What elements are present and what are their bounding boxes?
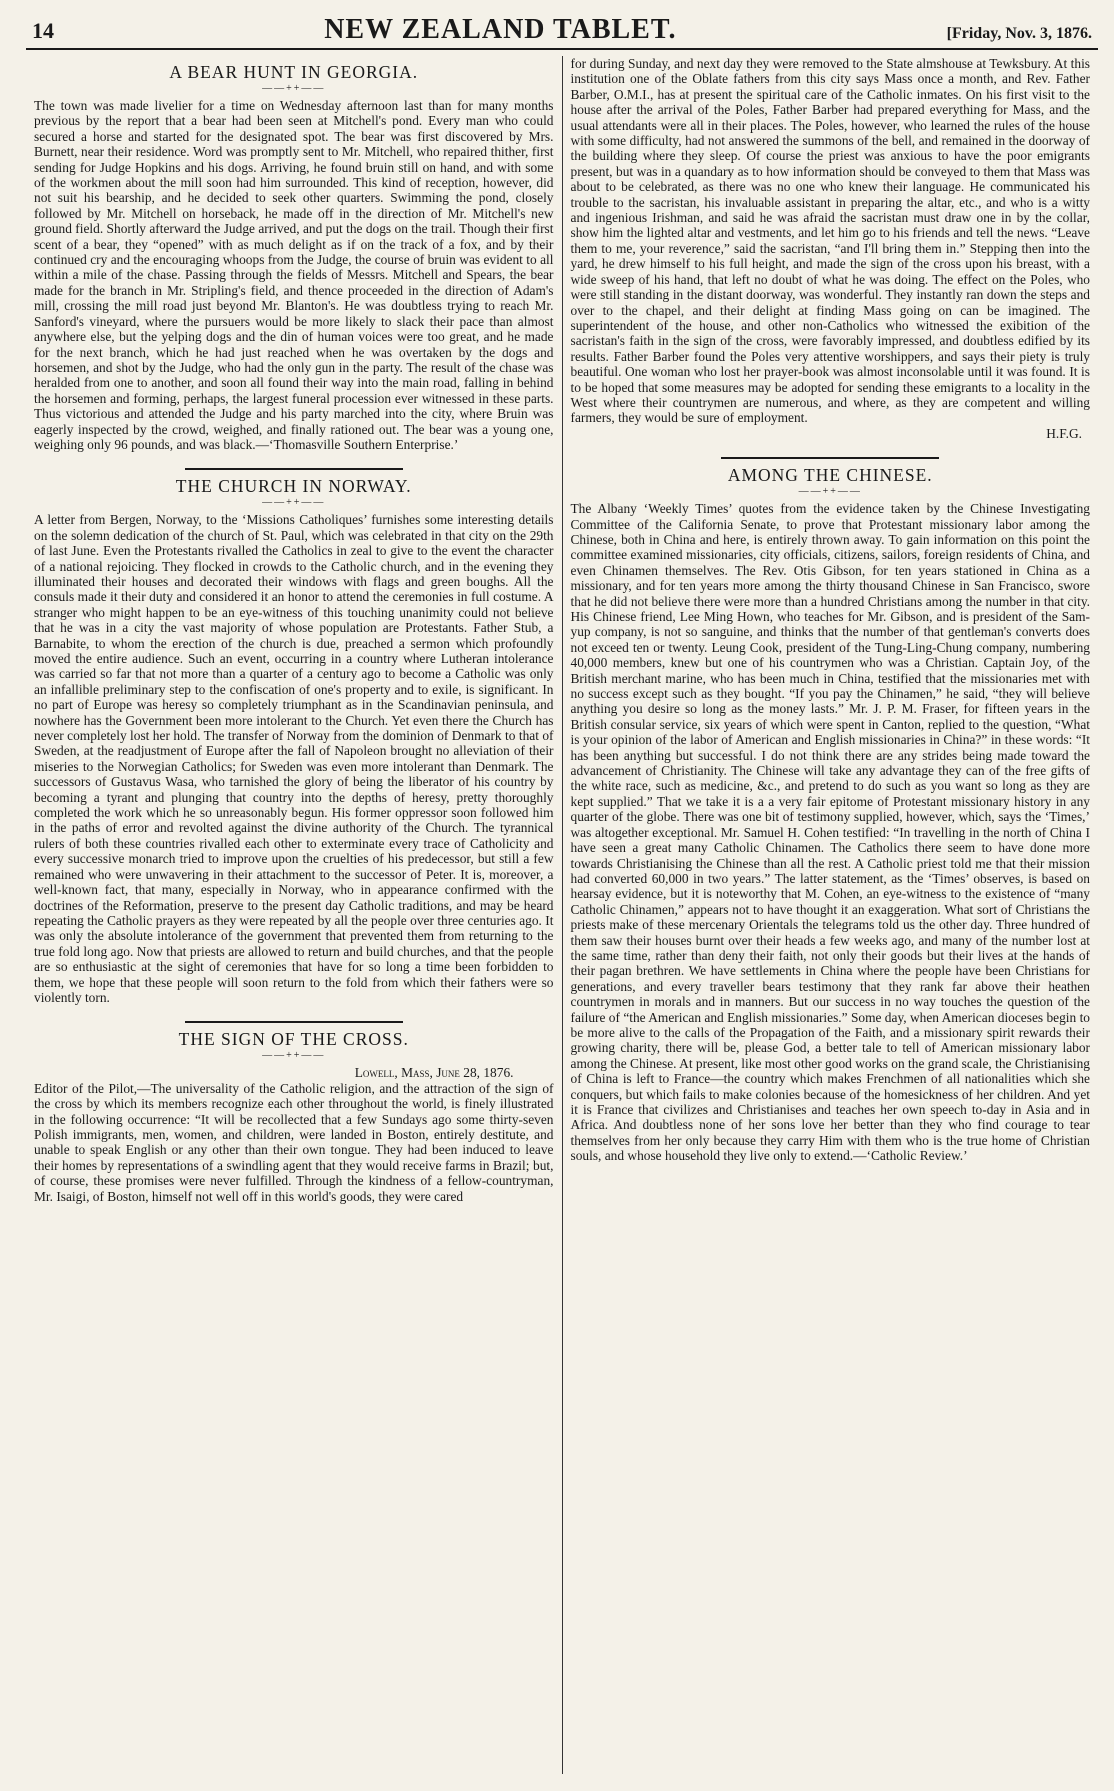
article-body: The town was made livelier for a time on Wednesday afternoon last than for many months previous by the report that a bear had been seen at Mitchell's pond. Every man who could secured a horse and started for the designated spot. The bear was first discovered by Mrs. Burnett, near their residence. Word was promptly sent to Mr. Mitchell, who repaired thither, first sending for Judge Hopkins and his dogs. Arriving, he found bruin still on hand, and with some of the workmen about the mill soon had him surrounded. This kind of reception, however, did not suit his bearship, and he decided to seek other quarters. Swimming the pond, closely followed by Mr. Mitchell on horseback, he made off in the direction of Mr. Mitchell's new ground field. Shortly afterward the Judge arrived, and put the dogs on the trail. Though their first scent of a bear, they “opened” with as much delight as if on the track of a fox, and by their continued cry and the encouraging whoops from the Judge, the course of bruin was evident to all within a mile of the chase. Passing through the fields of Messrs. Mitchell and Spears, the bear made for the branch in Mr. Stripling's field, and thence proceeded in the direction of Adam's mill, crossing the mill road just beyond Mr. Blanton's. He was doubtless trying to reach Mr. Sanford's vineyard, where the pursuers would be more likely to slack their pace than almost anywhere else, but the yelping dogs and the din of human voices were too great, and he made for the next branch, which he had just reached when he was overtaken by the dogs and horsemen, and shot by the Judge, who had the only gun in the party. The result of the chase was heralded from one to another, and soon all found their way into the main road, falling in behind the horsemen and forming, perhaps, the largest funeral procession ever witnessed in these parts. Thus victorious and attended the Judge and his party marched into the city, where Bruin was eagerly inspected by the crowd, weighed, and finally rationed out. The bear was a young one, weighing only 96 pounds, and was black.—‘Thomasville Southern Enterprise.’ xyxy=(34,98,554,452)
section-divider xyxy=(185,468,403,470)
article-bear-hunt xyxy=(34,62,554,452)
article-dateline: Lowell, Mass, June 28, 1876. xyxy=(354,1065,514,1081)
left-column xyxy=(26,56,563,1774)
article-body-continued: for during Sunday, and next day they were removed to the State almshouse at Tewksbury. At this institution one of the Oblate fathers from this city says Mass once a month, and Rev. Father Barber, O.M.I., has at present the spiritual care of the Catholic inmates. On his first visit to the house after the arrival of the Poles, Father Barber had prepared everything for Mass, and the usual attendants were all in their places. The Poles, however, who learned the rules of the house with some difficulty, had not answered the summons of the bell, and remained in the doorway of the building where they sleep. Of course the priest was anxious to have the poor emigrants present, but was in a quandary as to how information should be conveyed to them that Mass was about to be celebrated, as there was no one who knew their language. He communicated his trouble to the sacristan, his invaluable assistant in preparing the altar, etc., and who is a witty and ingenious Irishman, and said he was afraid the sacristan must draw one in by the collar, show him the lighted altar and vestments, and let him go to his friends and tell the news. “Leave them to me, your reverence,” said the sacristan, “and I'll bring them in.” Stepping then into the yard, he drew himself to his full height, and made the sign of the cross upon his breast, with a wide sweep of his hand, that left no doubt of what he was doing. The effect on the Poles, who were still standing in the distant doorway, was wonderful. They instantly ran down the steps and over to the chapel, and their delight at finding Mass going on can be imagined. The superintendent of the house, and other non-Catholics who witnessed the exibition of the sacristan's faith in the sign of the cross, were favorably impressed, and doubtless edified by its results. Father Barber found the Poles very attentive worshippers, and says their piety is truly beautiful. One woman who lost her prayer-book was almost inconsolable until it was found. It is to be hoped that some measures may be adopted for sending these emigrants to a locality in the West where their countrymen are numerous, and where, as they are competent and willing farmers, they would be sure of employment. xyxy=(570,56,1090,426)
article-body: A letter from Bergen, Norway, to the ‘Missions Catholiques’ furnishes some interesting details on the solemn dedication of the church of St. Paul, which was celebrated in that city on the 29th of last June. Even the Protestants rivalled the Catholics in zeal to give to the event the character of a national rejoicing. They flocked in crowds to the Catholic church, and in the evening they illuminated their houses and decorated their windows with flags and green boughs. All the consuls made it their duty and considered it an honor to attend the ceremonies in full costume. A stranger who might happen to be an eye-witness of this touching unanimity could not believe that he was in a city the vast majority of whose population are Protestants. Father Stub, a Barnabite, to whom the erection of the church is due, preached a sermon which profoundly moved the entire audience. Such an event, occurring in a country where Lutheran intolerance was carried so far that not more than a quarter of a century ago to become a Catholic was only an infallible preliminary step to the confiscation of one's property and to exile, is significant. In no part of Europe was heresy so completely triumphant as in the Scandinavian peninsula, and nowhere has the Government been more intolerant to the Church. Yet even there the Church has never completely lost her hold. The transfer of Norway from the dominion of Denmark to that of Sweden, at the readjustment of Europe after the fall of Napoleon brought no alleviation of their miseries to the Norwegian Catholics; for Sweden was even more intolerant than Denmark. The successors of Gustavus Wasa, who tarnished the glory of being the liberator of his country by becoming a tyrant and plunging that country into the depths of heresy, pretty thoroughly completed the work which he so unreasonably begun. His former oppressor soon followed him in the paths of error and revolted against the divine authority of the Church. The tyrannical rulers of both these countries rivalled each other to exterminate every trace of Catholicity and every successive monarch tried to improve upon the cruelties of his predecessor, but still a few remained who were unwavering in their attachment to the successor of Peter. It is, moreover, a well-known fact, that many, especially in Norway, who in appearance confirmed with the doctrines of the Reformation, preserve to the present day Catholic traditions, and may be heard repeating the Catholic prayers as they were repeated by all the people over three centuries ago. It was only the absolute intolerance of the government that prevented them from returning to the true fold long ago. Now that priests are allowed to return and build churches, and that the people are so enthusiastic at the sight of ceremonies that have for so long a time been forbidden to them, we hope that these people will soon return to the fold from which their fathers were so violently torn. xyxy=(34,512,554,1005)
title-ornament: ——++—— xyxy=(262,497,326,509)
article-body: Editor of the Pilot,—The universality of the Catholic religion, and the attraction of the sign of the cross by which its members recognize each other throughout the world, is finely illustrated in the following occurrence: “It will be recollected that a few Sundays ago some thirty-seven Polish immigrants, men, women, and children, were landed in Boston, entirely destitute, and unable to speak English or any other than their own tongue. They had been induced to leave their homes by representations of a swindling agent that they would receive farms in Brazil; but, of course, these promises were never fulfilled. Through the kindness of a fellow-countryman, Mr. Isaigi, of Boston, himself not well off in this world's goods, they were cared xyxy=(34,1080,554,1204)
article-title: THE CHURCH IN NORWAY. xyxy=(175,476,412,497)
section-divider xyxy=(185,1021,403,1023)
article-sign-of-cross-continued xyxy=(571,56,1091,441)
title-ornament: ——++—— xyxy=(262,83,326,94)
issue-date: [Friday, Nov. 3, 1876. xyxy=(946,25,1092,42)
article-sign-of-cross xyxy=(34,1029,554,1204)
article-among-chinese xyxy=(571,465,1091,1163)
title-ornament: ——++—— xyxy=(262,1050,326,1062)
title-ornament: ——++—— xyxy=(798,486,862,498)
article-signature: H.F.G. xyxy=(1046,425,1082,441)
article-body: The Albany ‘Weekly Times’ quotes from the evidence taken by the Chinese Investigating Committee of the California Senate, to prove that Protestant missionary labor among the Chinese, both in China and here, is entirely thrown away. To gain information on this point the committee examined missionaries, city officials, citizens, sailors, foreign residents of China, and even Chinamen themselves. The Rev. Otis Gibson, for ten years stationed in China as a missionary, and for ten years more among the thirty thousand Chinese in San Francisco, swore that he did not believe there were more than a hundred Christians among the number in that city. His Chinese friend, Lee Ming Hown, who teaches for Mr. Gibson, and is president of the Sam-yup company, is not so sanguine, and thinks that the number of that gentleman's converts does not exceed ten or twenty. Leung Cook, president of the Tung-Ling-Chung company, numbering 40,000 members, knew but one of his countrymen who was a Christian. Captain Joy, of the British merchant marine, who has been much in China, testified that the missionaries met with no success except such as they bought. “If you pay the Chinamen,” he said, “they will believe anything you desire so long as the money lasts.” Mr. J. P. M. Fraser, for fifteen years in the British consular service, six years of which were spent in Canton, replied to the question, “What is your opinion of the labor of American and English missionaries in China?” in these words: “It has been anything but successful. I do not think there are any strides being made toward the advancement of Christianity. The Chinese will take any advantage they can of the free gifts of the white race, such as medicine, &c., and pretend to do such as you want so long as they are kept supplied.” That we take it is a a very fair epitome of Protestant missionary history in any quarter of the globe. There was one bit of testimony supplied, however, which, says the ‘Times,’ was altogether exceptional. Mr. Samuel H. Cohen testified: “In travelling in the north of China I have seen a great many Catholic Chinamen. The Catholics there seem to have done more towards Christianising the Chinese than all the rest. A Catholic priest told me that their mission had converted 60,000 in two years.” The latter statement, as the ‘Times’ observes, is based on hearsay evidence, but it is noteworthy that M. Cohen, an eye-witness to the existence of “many Catholic Chinamen,” appears not to have thought it an exaggeration. What sort of Christians the priests make of these mercenary Orientals the telegrams told us the other day. Three hundred of them saw their houses burnt over their heads a few weeks ago, and many of the number lost at the same time, rather than deny their faith, not only their goods but their lives at the hands of their pagan brethren. We have settlements in China where the people have been Christians for generations, and every traveller bears testimony that they rank far above their heathen countrymen in morals and in manners. But our success in no way touches the question of the failure of “the American and English missionaries.” Some day, when American dioceses begin to be more alive to the calls of the Propagation of the Faith, and a missionary spirit rewards their growing charity, there will be, please God, a better tale to tell of American missionary labor among the Chinese. At present, like most other good works on the grand scale, the Christianising of China is left to France—the country which makes Frenchmen of all nationalities which she conquers, but which fails to make colonies because of the homesickness of her children. And yet it is France that civilizes and Christianises and teaches her own speech to-day in Asia and in Africa. And doubtless none of her sons love her better than they who find courage to tear themselves from her only because they carry Him with them who is the true home of Christian souls, and whose household they live only to extend.—‘Catholic Review.’ xyxy=(570,501,1090,1164)
article-title: AMONG THE CHINESE. xyxy=(727,465,933,486)
masthead xyxy=(26,14,1098,50)
article-title: A BEAR HUNT IN GEORGIA. xyxy=(169,62,419,82)
newspaper-page xyxy=(26,14,1098,1782)
section-divider xyxy=(721,457,939,459)
right-column xyxy=(563,56,1099,1774)
newspaper-title: NEW ZEALAND TABLET. xyxy=(324,14,677,45)
page-number: 14 xyxy=(32,18,54,43)
article-church-norway xyxy=(34,476,554,1005)
article-columns xyxy=(26,56,1098,1774)
article-title: THE SIGN OF THE CROSS. xyxy=(178,1029,409,1050)
